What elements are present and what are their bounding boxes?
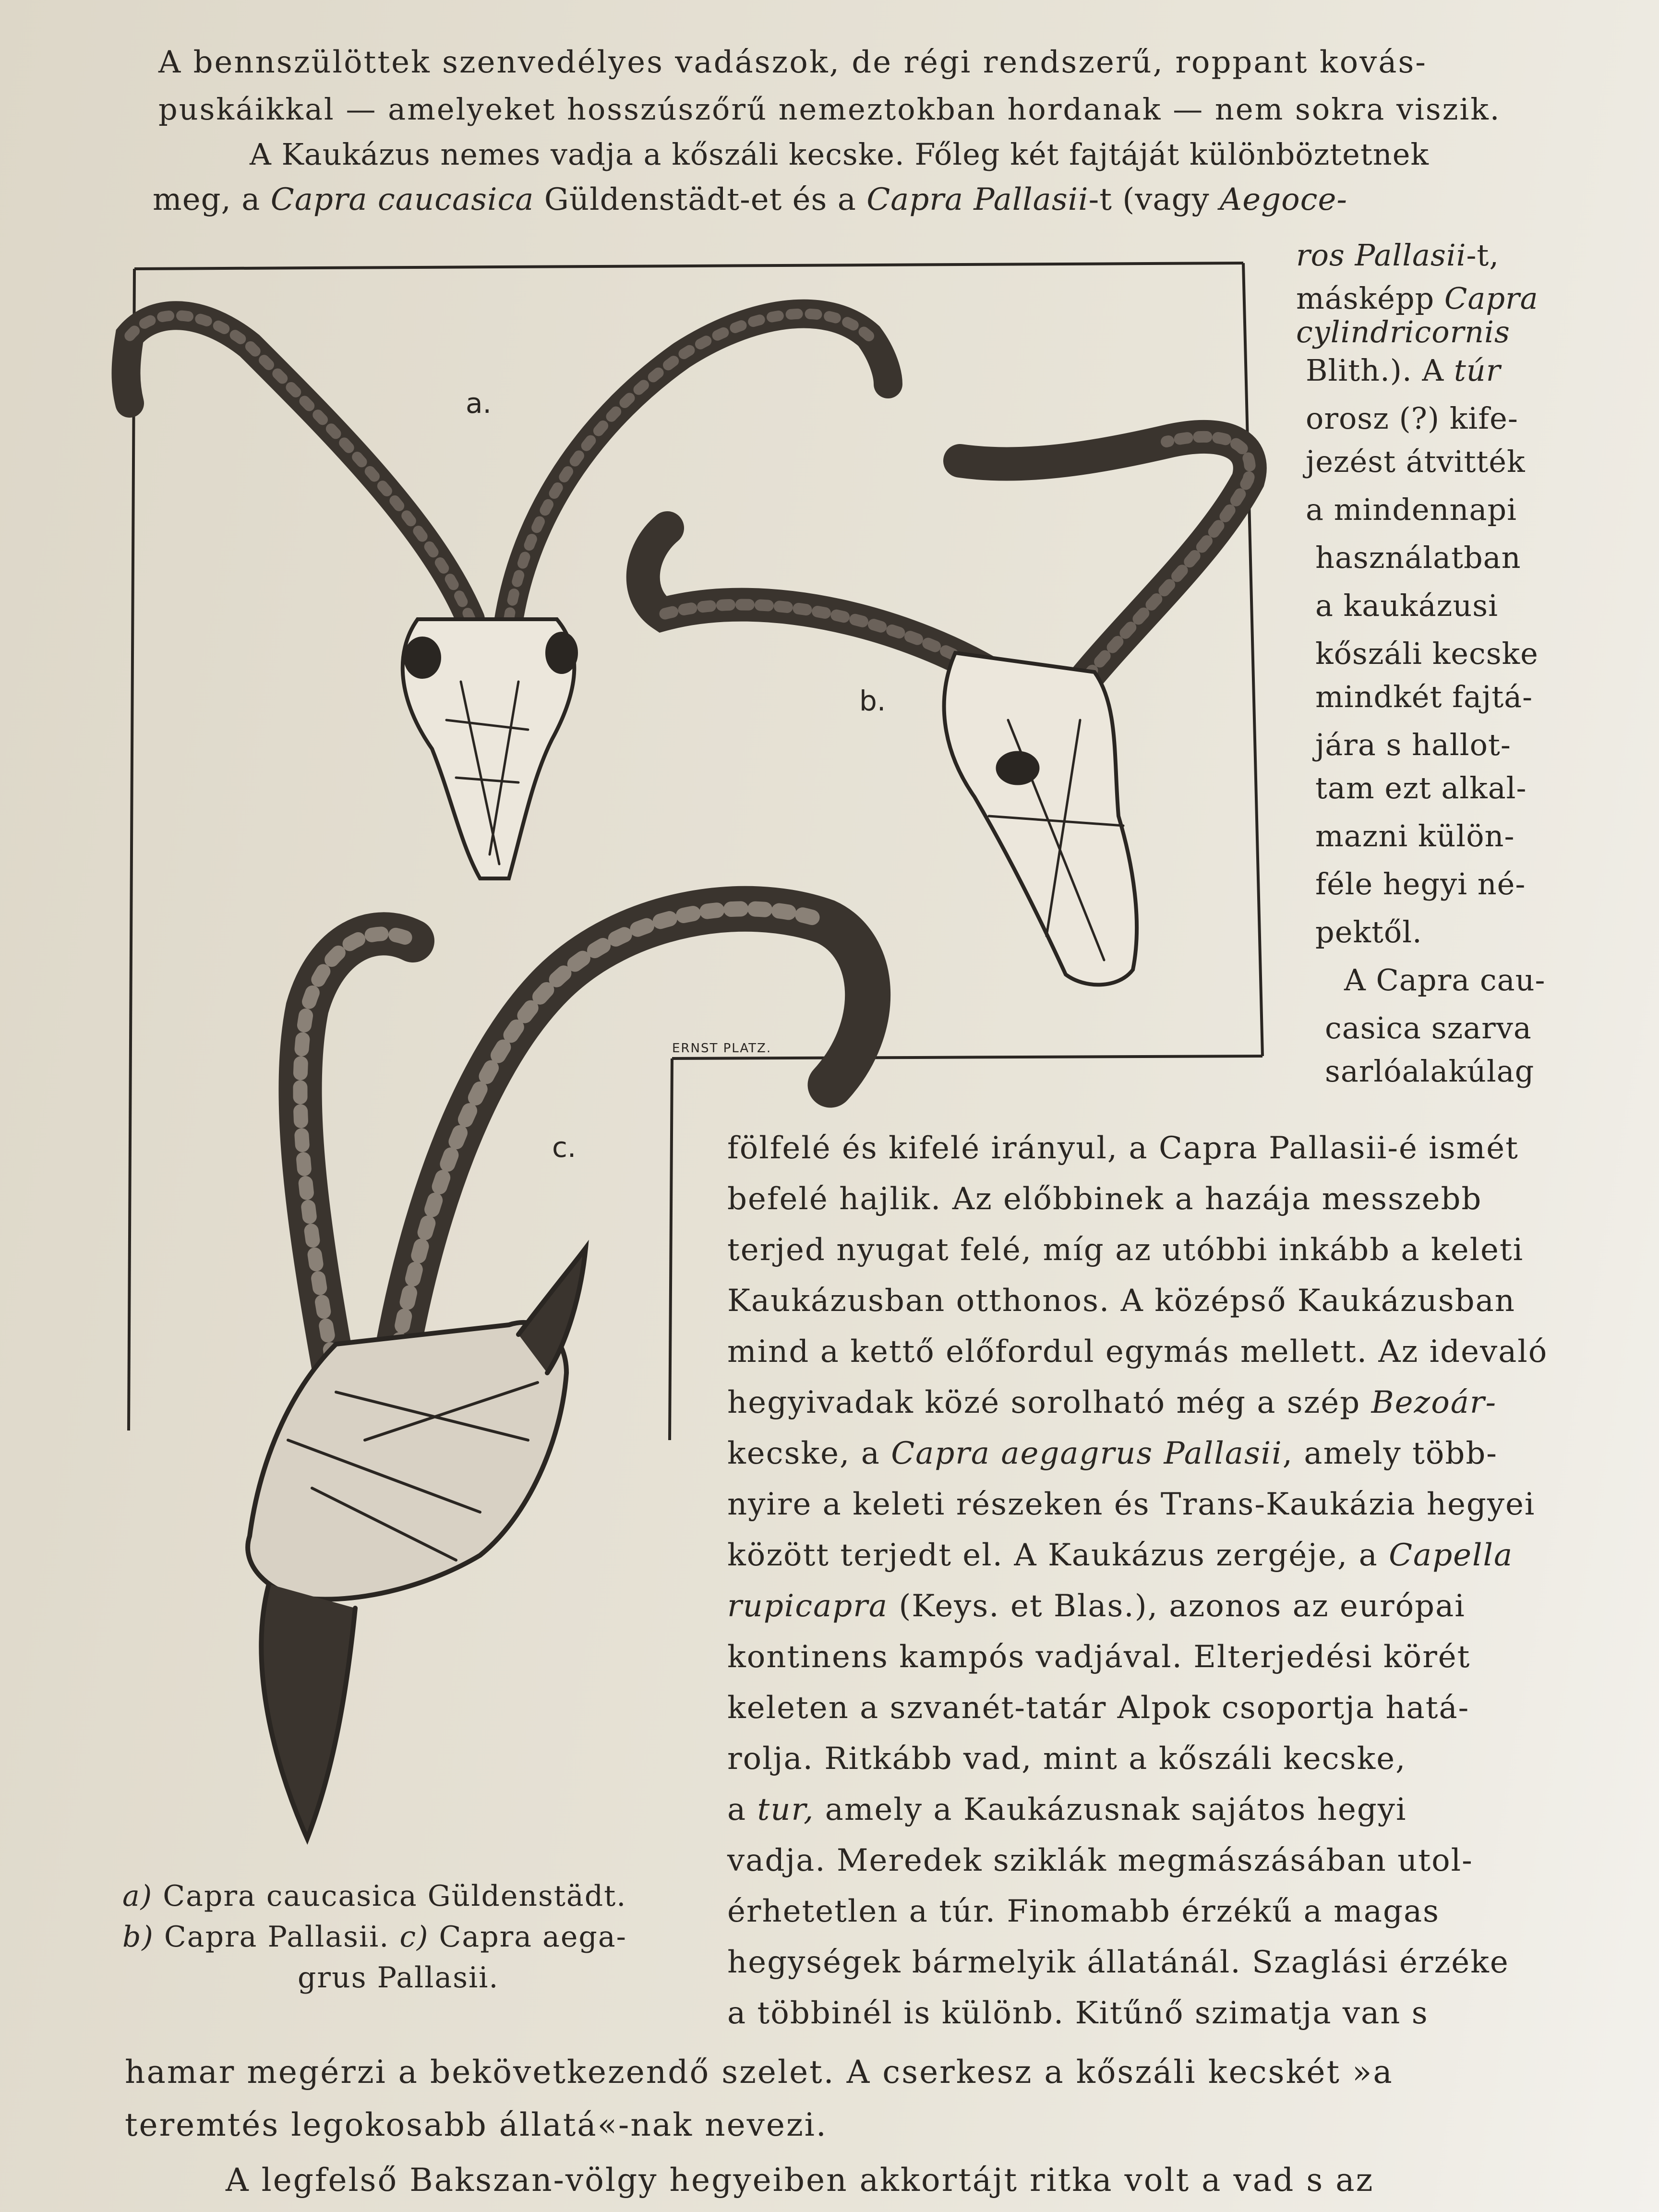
text-span: Blith.). A — [1306, 353, 1454, 388]
text-span: A Capra cau- — [1344, 962, 1546, 998]
side-column-line — [1344, 962, 1546, 998]
species-name: Capra Pallasii — [866, 182, 1089, 217]
side-column-line — [1306, 494, 1517, 525]
right-column-line — [727, 1540, 1513, 1571]
italic-span: rupicapra — [727, 1588, 888, 1624]
text-span: befelé hajlik. Az előbbinek a hazája messzebb — [727, 1181, 1482, 1217]
right-column-line — [727, 1130, 1519, 1166]
text-span: -t, — [1466, 238, 1500, 273]
side-column-line — [1315, 542, 1521, 573]
italic-span: túr — [1454, 353, 1501, 388]
text-span: tam ezt alkal- — [1315, 770, 1527, 805]
figure-label-b: b. — [859, 685, 886, 717]
text-span: érhetetlen a túr. Finomabb érzékű a magas — [727, 1894, 1440, 1929]
figure-label-c: c. — [552, 1131, 577, 1164]
italic-span: tur, — [757, 1792, 815, 1827]
paragraph-line-1: A Kaukázus nemes vadja a kőszáli kecske. Főleg két fajtáját különböztetnek — [250, 137, 1429, 172]
right-column-line — [727, 1947, 1509, 1978]
text-span: Kaukázusban otthonos. A középső Kaukázusban — [727, 1283, 1515, 1319]
skull-b-illustration — [643, 437, 1250, 985]
right-column-line — [727, 1896, 1440, 1927]
text-span: a kaukázusi — [1315, 588, 1498, 623]
text-span: mindkét fajtá- — [1315, 679, 1533, 714]
caption-line-1 — [122, 1879, 627, 1913]
text-span: hegységek bármelyik állatánál. Szaglási érzéke — [727, 1945, 1509, 1980]
bottom-line-1: hamar megérzi a bekövetkezendő szelet. A cserkesz a kőszáli kecskét »a — [125, 2054, 1394, 2091]
right-column-line — [727, 1334, 1548, 1370]
right-column-line — [727, 1387, 1497, 1418]
caption-text: Capra caucasica Güldenstädt. — [153, 1879, 627, 1913]
side-column-line — [1325, 1010, 1532, 1046]
text-span: sarlóalakúlag — [1325, 1054, 1535, 1089]
right-column-line — [727, 1794, 1407, 1825]
side-column-line — [1315, 590, 1498, 621]
figure-label-a: a. — [466, 387, 492, 420]
text-span: fölfelé és kifelé irányul, a Capra Pallasii-é ismét — [727, 1130, 1519, 1166]
artist-signature: ERNST PLATZ. — [672, 1041, 772, 1056]
right-column-line — [727, 1181, 1482, 1217]
side-column-line — [1315, 770, 1527, 805]
right-column-line — [727, 1639, 1471, 1675]
species-name: Capra caucasica — [270, 182, 534, 217]
text-span: féle hegyi né- — [1315, 866, 1526, 902]
text-span: kőszáli kecske — [1315, 636, 1539, 671]
right-column-line — [727, 1741, 1407, 1777]
side-column-line — [1296, 283, 1539, 314]
text-span: kontinens kampós vadjával. Elterjedési körét — [727, 1639, 1471, 1675]
text-span: amely a Kaukázusnak sajátos hegyi — [814, 1792, 1407, 1827]
text-span: -t (vagy — [1088, 182, 1220, 217]
text-span: mind a kettő előfordul egymás mellett. Az idevaló — [727, 1334, 1548, 1370]
caption-marker: a) — [122, 1879, 153, 1913]
text-span: nyire a keleti részeken és Trans-Kaukázia hegyei — [727, 1487, 1536, 1522]
right-column-line — [727, 1690, 1470, 1726]
text-span: casica szarva — [1325, 1010, 1532, 1046]
side-column-line — [1315, 727, 1511, 762]
caption-line-2 — [122, 1920, 627, 1954]
italic-span: ros Pallasii — [1296, 238, 1467, 273]
text-span: jezést átvitték — [1306, 444, 1526, 479]
text-span: keleten a szvanét-tatár Alpok csoportja hatá- — [727, 1690, 1470, 1726]
right-column-line — [727, 1438, 1498, 1469]
right-column-line — [727, 1489, 1535, 1520]
text-span: hegyivadak közé sorolható még a szép — [727, 1385, 1371, 1420]
text-span: (Keys. et Blas.), azonos az európai — [888, 1588, 1466, 1624]
caption-marker: c) — [399, 1920, 429, 1954]
italic-span: cylindricornis — [1296, 314, 1510, 349]
right-column-line — [727, 1232, 1524, 1268]
side-column-line — [1315, 818, 1515, 854]
side-column-line — [1315, 679, 1533, 714]
right-column-line — [727, 1588, 1466, 1624]
text-span: használatban — [1315, 540, 1521, 575]
text-span: orosz (?) kife- — [1306, 401, 1518, 436]
paragraph-line-2 — [153, 184, 1347, 215]
intro-line-1: A bennszülöttek szenvedélyes vadászok, de régi rendszerű, roppant kovás- — [158, 45, 1427, 80]
text-span: , amely több- — [1282, 1436, 1498, 1471]
caption-marker: b) — [122, 1920, 154, 1954]
right-column-line — [727, 1845, 1473, 1876]
side-column-line — [1315, 866, 1526, 902]
text-span: másképp — [1296, 281, 1444, 316]
text-span: rolja. Ritkább vad, mint a kőszáli kecske, — [727, 1741, 1407, 1777]
text-span: terjed nyugat felé, míg az utóbbi inkább a keleti — [727, 1232, 1524, 1268]
italic-span: Capella — [1389, 1538, 1514, 1573]
side-column-line — [1306, 403, 1518, 434]
skull-a-illustration — [126, 314, 889, 878]
intro-line-2: puskáikkal — amelyeket hosszúszőrű nemeztokban hordanak — nem sokra viszik. — [158, 92, 1501, 127]
side-column-line — [1306, 446, 1526, 477]
text-span: kecske, a — [727, 1436, 891, 1471]
side-column-line — [1315, 914, 1422, 950]
bottom-line-3: A legfelső Bakszan-völgy hegyeiben akkortájt ritka volt a vad s az — [226, 2162, 1374, 2199]
text-span: jára s hallot- — [1315, 727, 1511, 762]
caption-line-3: grus Pallasii. — [298, 1961, 499, 1995]
italic-span: Bezoár- — [1371, 1385, 1497, 1420]
text-span: a többinél is különb. Kitűnő szimatja van s — [727, 1996, 1429, 2031]
text-span: a mindennapi — [1306, 492, 1517, 527]
italic-span: Capra aegagrus Pallasii — [891, 1436, 1283, 1471]
caption-text: Capra Pallasii. — [154, 1920, 400, 1954]
text-span: vadja. Meredek sziklák megmászásában utol- — [727, 1843, 1473, 1878]
bottom-line-2: teremtés legokosabb állatá«-nak nevezi. — [125, 2106, 828, 2143]
caption-text: Capra aega- — [429, 1920, 627, 1954]
side-column-line — [1296, 240, 1499, 271]
side-column-line — [1306, 355, 1501, 386]
text-span: mazni külön- — [1315, 818, 1515, 854]
text-span: meg, a — [153, 182, 271, 217]
text-span: Güldenstädt-et és a — [534, 182, 867, 217]
text-span: pektől. — [1315, 914, 1422, 950]
italic-span: Capra — [1444, 281, 1539, 316]
side-column-line — [1296, 314, 1510, 349]
text-span: között terjedt el. A Kaukázus zergéje, a — [727, 1538, 1389, 1573]
right-column-line — [727, 1283, 1515, 1319]
text-span: a — [727, 1792, 757, 1827]
side-column-line — [1315, 638, 1539, 669]
species-name: Aegoce- — [1220, 182, 1347, 217]
right-column-line — [727, 1998, 1429, 2029]
side-column-line — [1325, 1056, 1534, 1087]
